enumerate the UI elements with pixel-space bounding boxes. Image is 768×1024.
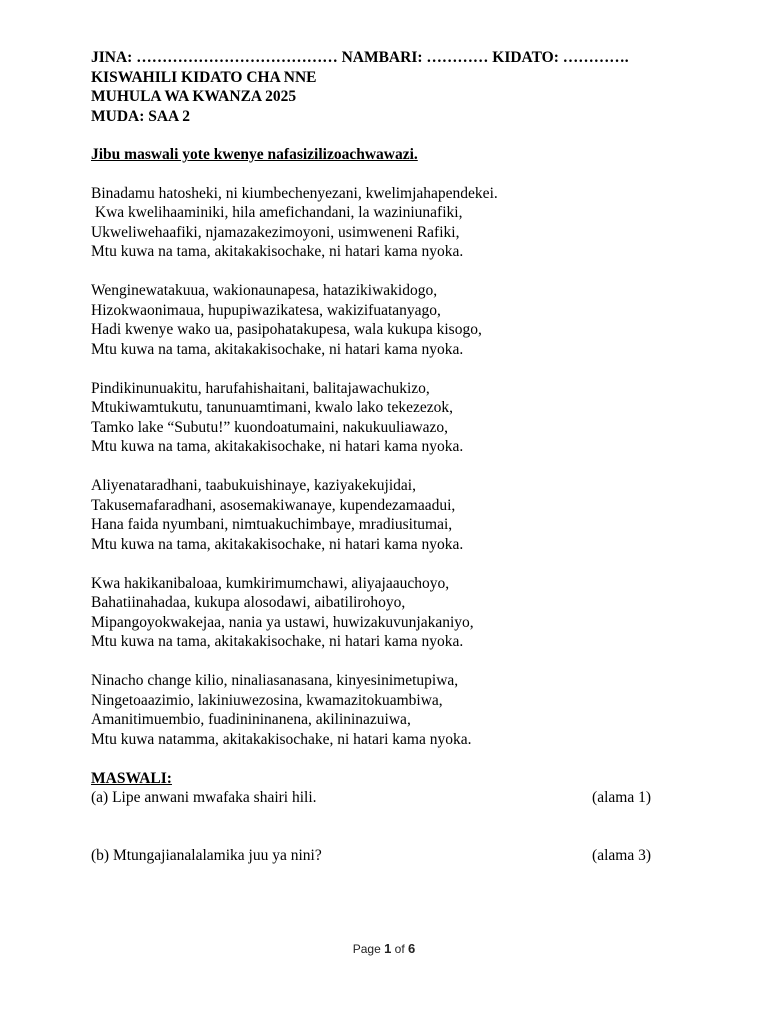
exam-header bbox=[91, 48, 691, 126]
poem-stanza bbox=[91, 184, 691, 262]
poem-line: Tamko lake “Subutu!” kuondoatumaini, nakukuuliawazo, bbox=[91, 418, 449, 436]
poem-line: Hizokwaonimaua, hupupiwazikatesa, wakizifuatanyago, bbox=[91, 301, 441, 319]
poem-stanza bbox=[91, 574, 691, 652]
poem-line: Mtukiwamtukutu, tanunuamtimani, kwalo lako tekezezok, bbox=[91, 399, 454, 416]
poem-line: Amanitimuembio, fuadinininanena, akilininazuiwa, bbox=[91, 711, 411, 728]
duration-line: MUDA: SAA 2 bbox=[91, 107, 191, 125]
poem-line: Mtu kuwa na tama, akitakakisochake, ni hatari kama nyoka. bbox=[91, 633, 464, 650]
poem-stanza bbox=[91, 476, 691, 554]
poem-stanza bbox=[91, 379, 691, 457]
poem-line: Bahatiinahadaa, kukupa alosodawi, aibatilirohoyo, bbox=[91, 594, 406, 611]
poem-line: Mtu kuwa na tama, akitakakisochake, ni hatari kama nyoka. bbox=[91, 438, 464, 455]
page-current: 1 bbox=[384, 941, 392, 956]
poem-stanza bbox=[91, 281, 691, 359]
question-a-text: (a) Lipe anwani mwafaka shairi hili. bbox=[91, 789, 317, 806]
poem-line: Mtu kuwa natamma, akitakakisochake, ni hatari kama nyoka. bbox=[91, 730, 472, 748]
poem-line: Mtu kuwa na tama, akitakakisochake, ni hatari kama nyoka. bbox=[91, 340, 464, 358]
poem-line: Mtu kuwa na tama, akitakakisochake, ni hatari kama nyoka. bbox=[91, 243, 464, 260]
poem-line: Kwa hakikanibaloaa, kumkirimumchawi, aliyajaauchoyo, bbox=[91, 574, 450, 592]
poem-line: Kwa kwelihaaminiki, hila amefichandani, la waziniunafiki, bbox=[91, 204, 463, 221]
poem-line: Takusemafaradhani, asosemakiwanaye, kupendezamaadui, bbox=[91, 496, 456, 514]
poem-line: Wenginewatakuua, wakionaunapesa, hatazikiwakidogo, bbox=[91, 282, 438, 299]
subject-line: KISWAHILI KIDATO CHA NNE bbox=[91, 68, 317, 86]
poem-line: Aliyenataradhani, taabukuishinaye, kaziyakekujidai, bbox=[91, 477, 416, 494]
instruction: Jibu maswali yote kwenye nafasizilizoachwawazi. bbox=[91, 146, 418, 163]
term-line: MUHULA WA KWANZA 2025 bbox=[91, 88, 297, 105]
page-footer bbox=[0, 941, 768, 956]
poem-line: Ningetoaazimio, lakiniuwezosina, kwamazitokuambiwa, bbox=[91, 691, 443, 709]
page-prefix: Page bbox=[352, 942, 381, 956]
poem-line: Mtu kuwa na tama, akitakakisochake, ni hatari kama nyoka. bbox=[91, 535, 464, 553]
page-of: of bbox=[394, 942, 405, 956]
question-b bbox=[91, 846, 651, 866]
poem-line: Binadamu hatosheki, ni kiumbechenyezani, kwelimjahapendekei. bbox=[91, 184, 498, 202]
poem-line: Ukweliwehaafiki, njamazakezimoyoni, usimweneni Rafiki, bbox=[91, 223, 460, 241]
poem bbox=[91, 184, 691, 750]
poem-line: Ninacho change kilio, ninaliasanasana, kinyesinimetupiwa, bbox=[91, 672, 459, 689]
poem-line: Hadi kwenye wako ua, pasipohatakupesa, wala kukupa kisogo, bbox=[91, 321, 482, 338]
poem-stanza bbox=[91, 671, 691, 749]
poem-line: Mipangoyokwakejaa, nania ya ustawi, huwizakuvunjakaniyo, bbox=[91, 613, 474, 631]
student-info-line: JINA: ………………………………… NAMBARI: ………… KIDATO: …………. bbox=[91, 49, 629, 66]
poem-line: Hana faida nyumbani, nimtuakuchimbaye, mradiusitumai, bbox=[91, 516, 453, 533]
question-b-marks: (alama 3) bbox=[592, 846, 651, 864]
exam-page bbox=[91, 48, 691, 865]
questions-title: MASWALI: bbox=[91, 769, 172, 787]
question-a bbox=[91, 788, 651, 808]
question-b-text: (b) Mtungajianalalamika juu ya nini? bbox=[91, 846, 322, 864]
question-a-marks: (alama 1) bbox=[592, 789, 651, 806]
poem-line: Pindikinunuakitu, harufahishaitani, balitajawachukizo, bbox=[91, 379, 430, 397]
page-total: 6 bbox=[408, 941, 416, 956]
